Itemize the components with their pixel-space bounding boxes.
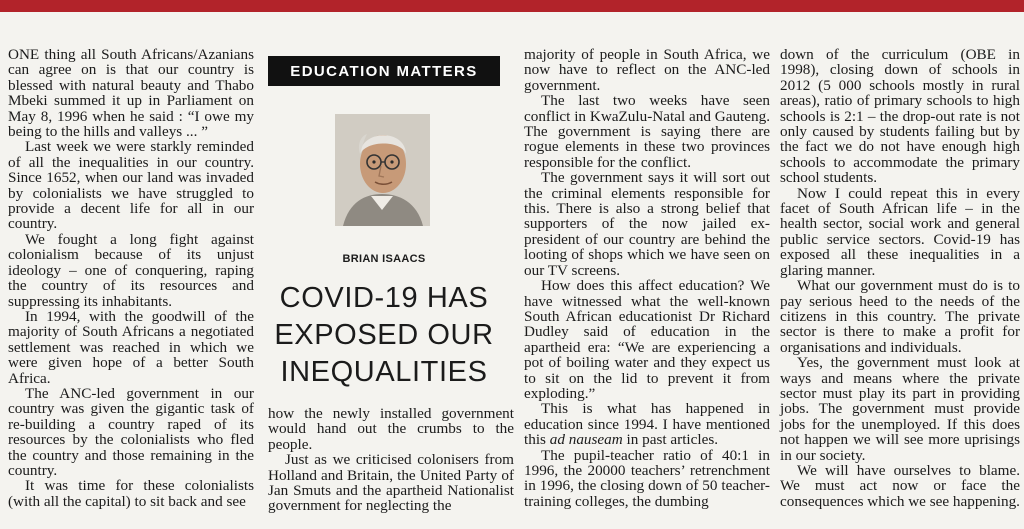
paragraph: The pupil-teacher ratio of 40:1 in 1996, the 20000 teachers’ retrenchment in 1996, the closing down of 50 teacher-training colleges, the dumbing [524,446,770,510]
article-column-3 [524,47,770,509]
paragraph: how the newly installed government would hand out the crumbs to the people. [268,405,514,453]
section-banner: EDUCATION MATTERS [268,56,500,86]
article-column-4 [780,47,1020,509]
headline-line: EXPOSED OUR [274,319,494,351]
paragraph: Last week we were starkly reminded of all the inequalities in our country. Since 1652, when our land was invaded by colonialists we have struggled to provide a decent life for all in our country. [8,138,254,233]
text-run: This is what has happened in education since 1994. I have mentioned this [524,400,770,449]
paragraph: The ANC-led government in our country was given the gigantic task of re-building a country raped of its resources by the colonialists who fled the country and those remaining in the country. [8,384,254,479]
article-headline [268,280,500,391]
italic-phrase: ad nauseam [549,431,623,449]
paragraph: What our government must do is to pay serious heed to the needs of the citizens in this country. The private sector is there to make a profit for organisations and individuals. [780,277,1020,356]
paragraph: Yes, the government must look at ways and means where the private sector must play its part in providing jobs. The government must provide jobs for the unemployed. If this does not happen we will see more uprisings in our society. [780,354,1020,464]
paragraph [524,401,770,447]
article-column-2 [268,406,514,514]
top-strip [0,12,1024,26]
text-run: in past articles. [622,431,719,449]
author-byline: BRIAN ISAACS [342,253,426,265]
paragraph: We fought a long fight against colonialism because of its unjust ideology – one of conquering, raping the country of its resources and suppressing its inhabitants. [8,230,254,310]
article-column-1 [8,47,254,509]
top-rule [0,0,1024,12]
paragraph: How does this affect education? We have witnessed what the well-known South African educationist Dr Richard Dudley said of education in the apartheid era: “We are experiencing a pot of boiling water and they expect us to sit on the lid to prevent it from exploding.” [524,277,770,402]
author-photo [335,114,430,226]
paragraph: The government says it will sort out the criminal elements responsible for this. There is also a strong belief that supporters of the now jailed ex-president of our country are behind the looting of shops which we have seen on our TV screens. [524,169,770,279]
paragraph: majority of people in South Africa, we now have to reflect on the ANC-led government. [524,46,770,94]
headline-line: COVID-19 HAS [279,282,489,314]
paragraph: ONE thing all South Africans/Azanians can agree on is that our country is blessed with natural beauty and Thabo Mbeki summed it up in Parliament on May 8, 1996 when he said : “I owe my being to the hills and valleys ... ” [8,46,254,141]
paragraph: It was time for these colonialists (with all the capital) to sit back and see [8,477,254,510]
paragraph: Now I could repeat this in every facet of South African life – in the health sector, social work and general public service sectors. Covid-19 has exposed all these inequalities in a glaring manner. [780,184,1020,279]
paragraph: Just as we criticised colonisers from Holland and Britain, the United Party of Jan Smuts and the apartheid Nationalist government for neglecting the [268,451,514,515]
paragraph: down of the curriculum (OBE in 1998), closing down of schools in 2012 (5 000 schools mostly in rural areas), ratio of primary schools to high schools is 2:1 – the drop-out rate is not only caused by students failing but by the fact we do not have enough high schools to accommodate the primary school students. [780,46,1020,187]
paragraph: The last two weeks have seen conflict in KwaZulu-Natal and Gauteng. The government is saying there are rogue elements in these two provinces responsible for the conflict. [524,92,770,171]
paragraph: We will have ourselves to blame. We must act now or face the consequences which we see happening. [780,461,1020,510]
headline-line: INEQUALITIES [280,356,488,388]
paragraph: In 1994, with the goodwill of the majority of South Africans a negotiated settlement was reached in which we were given hope of a better South Africa. [8,307,254,387]
author-portrait-icon [335,114,430,226]
